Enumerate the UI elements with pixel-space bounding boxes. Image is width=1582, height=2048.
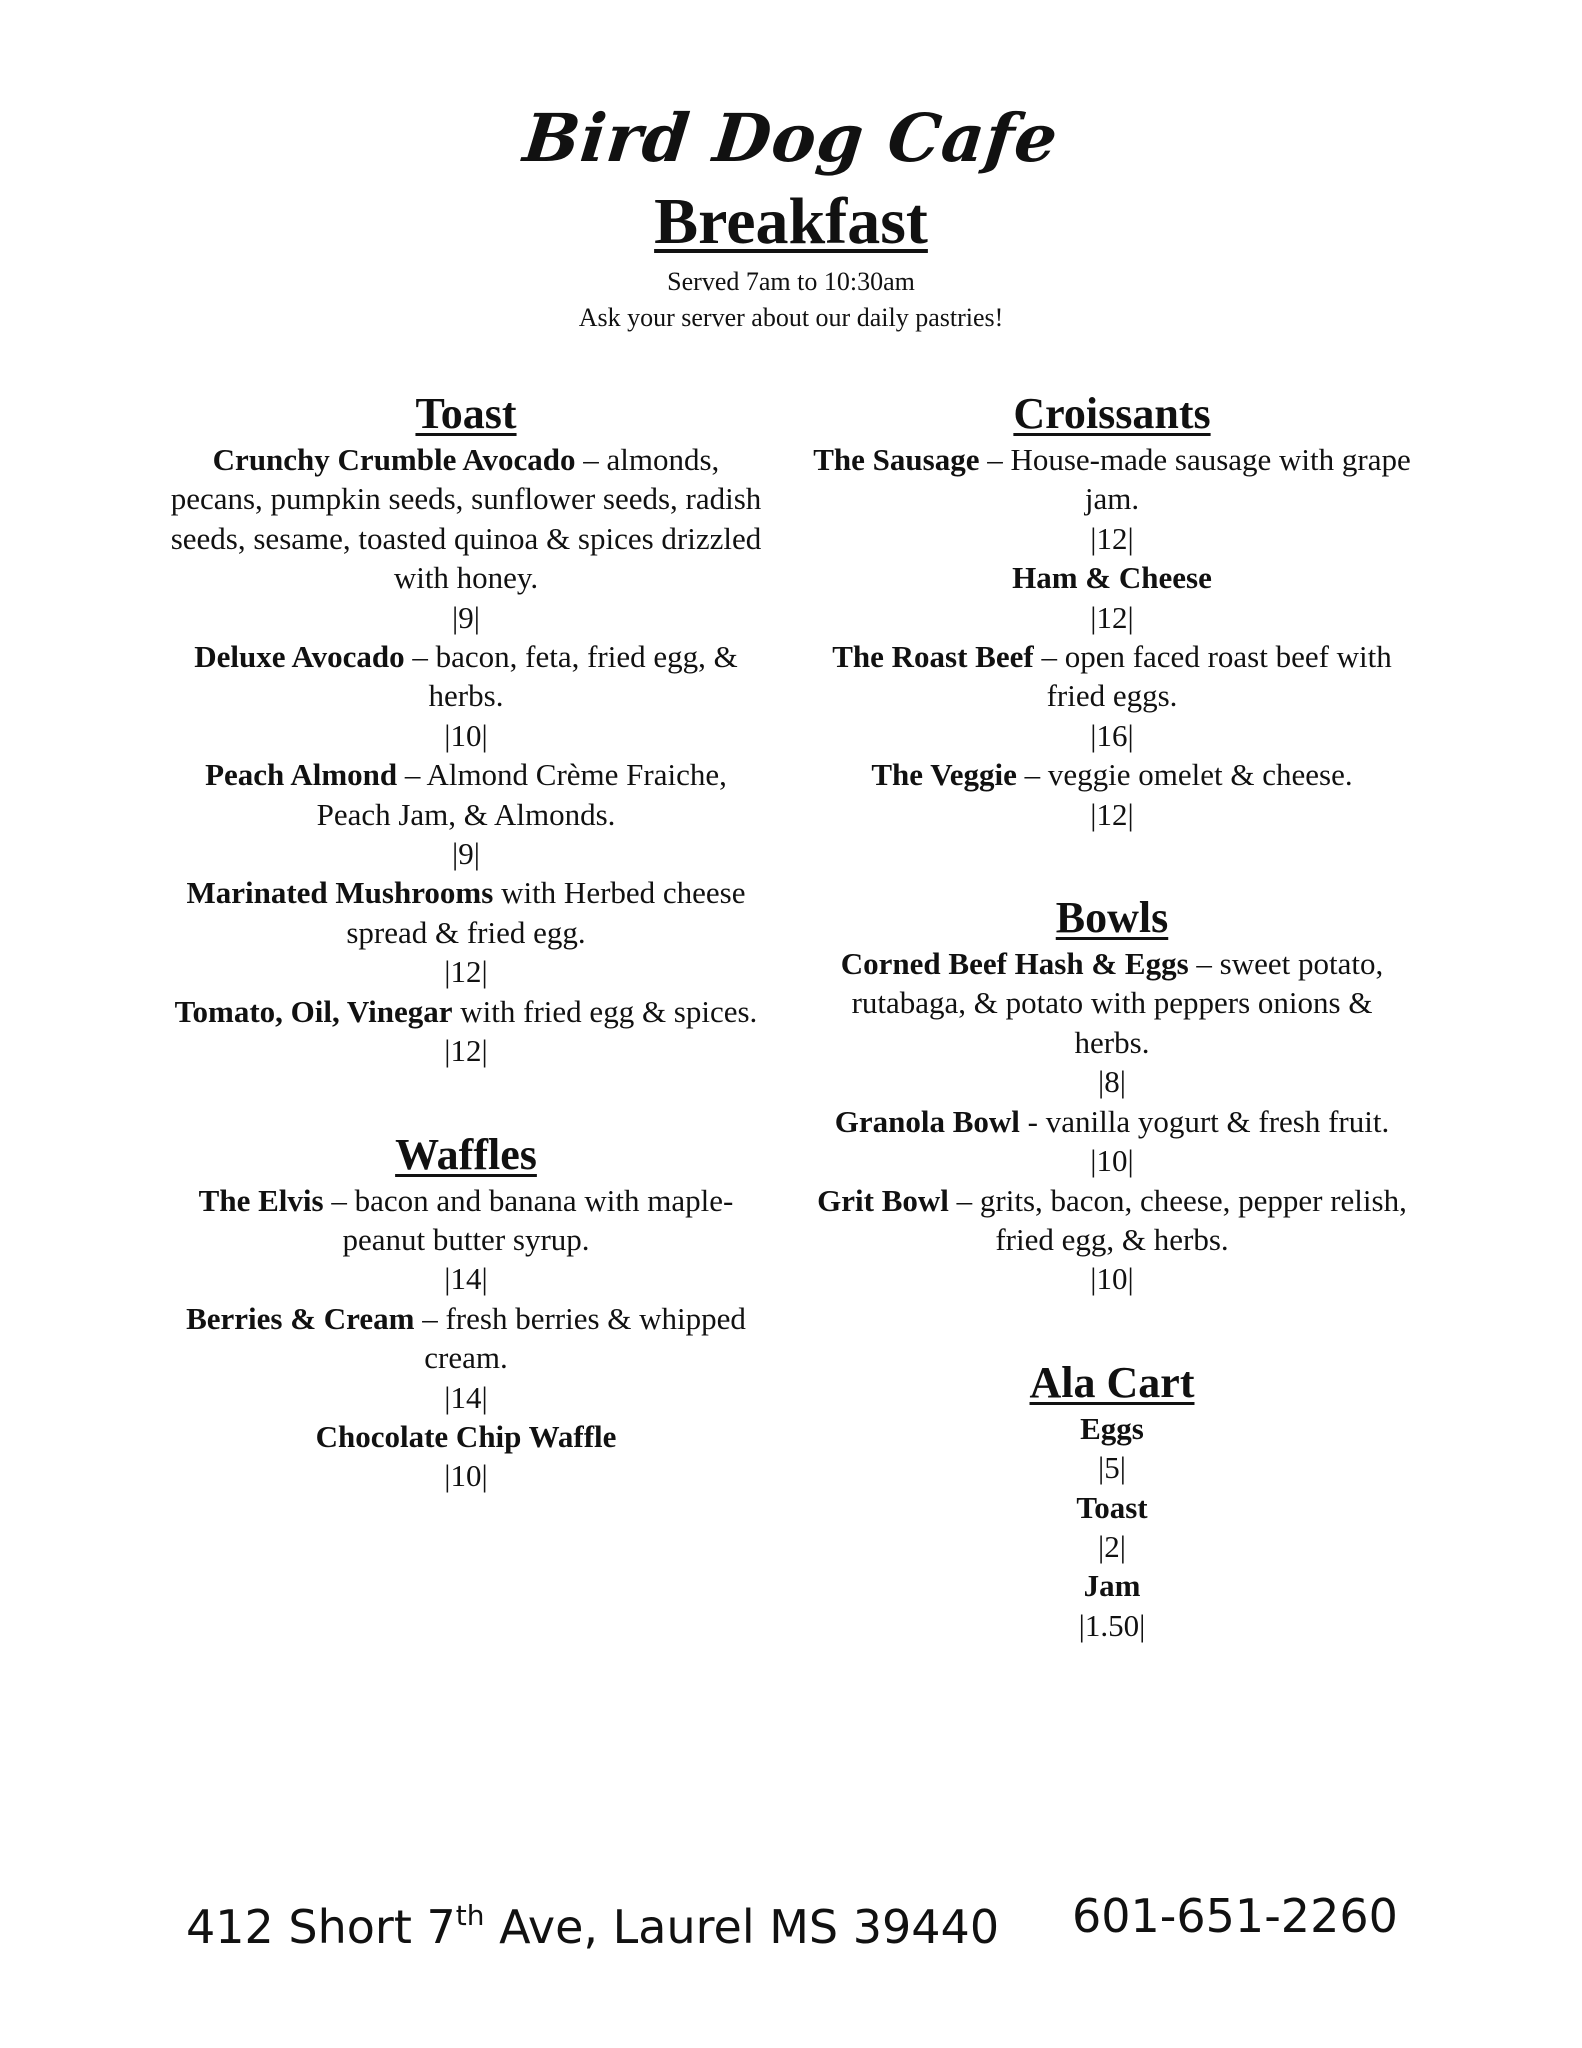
item-price: |14| [444,1379,488,1415]
item-separator: – [1016,757,1048,793]
item-name: Berries & Cream [186,1300,415,1336]
menu-section-croissants [812,388,1412,834]
item-price: |9| [452,836,480,872]
item-price: |12| [1090,599,1134,635]
item-name: Tomato, Oil, Vinegar [174,993,453,1029]
menu-item-deluxe-avocado [166,637,766,755]
item-price: |10| [1090,1143,1134,1179]
item-description: fresh berries & whipped cream. [424,1300,746,1376]
item-name: Jam [1083,1568,1141,1604]
item-separator: – [979,442,1011,477]
item-name: Chocolate Chip Waffle [315,1418,617,1454]
item-price: |10| [444,717,488,753]
item-description: veggie omelet & cheese. [1047,757,1353,793]
item-name: Peach Almond [205,757,398,793]
item-name: Crunchy Crumble Avocado [212,442,576,477]
item-separator: – [397,757,427,793]
item-name: Marinated Mushrooms [186,875,494,911]
item-separator: – [1188,946,1220,982]
item-price: |16| [1090,717,1134,753]
item-price: |10| [1090,1261,1134,1297]
item-separator: – [948,1182,980,1218]
item-name: The Veggie [871,757,1017,793]
item-name: Toast [1076,1489,1148,1525]
item-price: |8| [1098,1064,1126,1100]
item-description: almonds, pecans, pumpkin seeds, sunflower seeds, radish seeds, sesame, toasted quinoa & spices drizzled with honey. [170,442,762,596]
item-price: |12| [1090,796,1134,832]
menu-section-bowls [812,892,1412,1299]
item-description: sweet potato, rutabaga, & potato with peppers onions & herbs. [851,946,1384,1060]
item-name: Grit Bowl [817,1182,949,1218]
menu-section-waffles [166,1129,766,1496]
section-title: Croissants [1013,389,1211,438]
menu-item-berries-cream [166,1299,766,1417]
menu-item-corned-beef-hash-eggs [812,944,1412,1102]
menu-item-eggs [812,1409,1412,1488]
item-price: |9| [452,599,480,635]
item-name: Deluxe Avocado [194,639,405,675]
item-name: Ham & Cheese [1012,560,1212,596]
menu-item-toast [812,1488,1412,1567]
menu-item-crunchy-crumble-avocado [166,440,766,637]
item-name: The Sausage [813,442,980,477]
menu-item-tomato-oil-vinegar [166,992,766,1071]
item-price: |12| [444,954,488,990]
item-price: |5| [1098,1450,1126,1486]
phone-number: 601-651-2260 [1072,1889,1398,1943]
section-title: Toast [415,389,517,438]
address: 412 Short 7th Ave, Laurel MS 39440 [186,1899,1000,1954]
menu-item-chocolate-chip-waffle [166,1417,766,1496]
serving-hours: Served 7am to 10:30am [667,267,915,296]
item-name: Granola Bowl [834,1103,1020,1139]
item-name: The Roast Beef [832,639,1034,675]
item-name: The Elvis [198,1182,324,1218]
item-price: |14| [444,1261,488,1297]
item-description: Almond Crème Fraiche, Peach Jam, & Almonds. [316,757,727,832]
section-title: Ala Cart [1029,1357,1195,1407]
pastry-note: Ask your server about our daily pastries! [578,303,1004,332]
item-separator: – [1033,639,1065,675]
menu-item-jam [812,1566,1412,1645]
menu-column-left [166,388,766,1554]
item-separator: – [404,639,436,675]
item-description: bacon and banana with maple-peanut butter syrup. [342,1182,734,1257]
item-description: with Herbed cheese spread & fried egg. [346,875,746,950]
section-title: Waffles [395,1129,537,1179]
item-description: open faced roast beef with fried eggs. [1046,639,1392,714]
item-name: Eggs [1080,1410,1144,1446]
item-price: |12| [444,1033,488,1069]
menu-item-the-elvis [166,1181,766,1299]
item-description: vanilla yogurt & fresh fruit. [1045,1103,1390,1139]
menu-item-grit-bowl [812,1181,1412,1299]
menu-item-the-veggie [812,755,1412,834]
menu-section-ala-cart [812,1357,1412,1645]
item-separator [493,875,501,910]
menu-item-granola-bowl [812,1102,1412,1181]
item-price: |1.50| [1078,1607,1146,1643]
item-separator: – [414,1300,446,1336]
menu-column-right [812,388,1412,1703]
menu-header [0,96,1582,336]
section-title: Bowls [1055,893,1169,943]
menu-item-ham-cheese [812,558,1412,637]
page-title: Breakfast [654,185,928,258]
menu-item-marinated-mushrooms [166,873,766,991]
item-description: House-made sausage with grape jam. [1010,442,1411,517]
menu-item-peach-almond [166,755,766,873]
menu-section-toast [166,388,766,1071]
item-description: bacon, feta, fried egg, & herbs. [428,639,738,714]
item-separator: - [1019,1103,1046,1139]
item-price: |12| [1090,520,1134,556]
item-description: with fried egg & spices. [460,993,758,1029]
menu-item-the-roast-beef [812,637,1412,755]
item-price: |10| [444,1458,488,1494]
item-separator: – [323,1182,355,1218]
cafe-name-logo: Bird Dog Cafe [519,99,1063,177]
item-name: Corned Beef Hash & Eggs [840,946,1189,982]
item-description: grits, bacon, cheese, pepper relish, fried egg, & herbs. [979,1182,1407,1257]
item-separator: – [575,442,607,477]
menu-item-the-sausage [812,440,1412,558]
item-price: |2| [1098,1528,1126,1564]
